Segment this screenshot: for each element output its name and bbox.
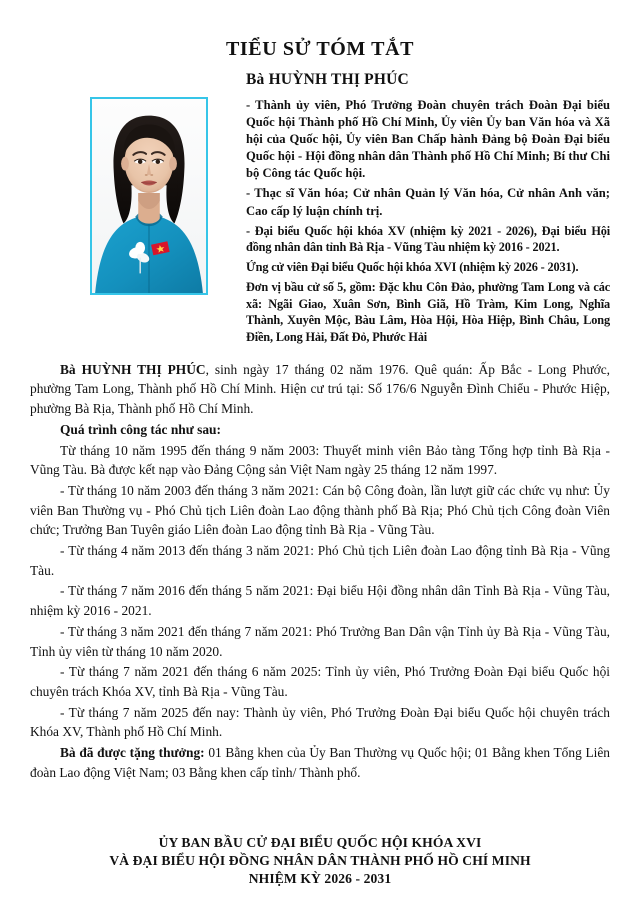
intro-candidacy: Ứng cử viên Đại biểu Quốc hội khóa XVI (nhiệm kỳ 2026 - 2031).	[246, 260, 579, 275]
footer-line-2: VÀ ĐẠI BIỂU HỘI ĐỒNG NHÂN DÂN THÀNH PHỐ HỒ CHÍ MINH	[109, 853, 531, 869]
career-item: - Từ tháng 7 năm 2016 đến tháng 5 năm 2021: Đại biểu Hội đồng nhân dân Tỉnh Bà Rịa - Vũng Tàu, nhiệm kỳ 2016 - 2021.	[30, 583, 610, 619]
intro-positions: - Thành ủy viên, Phó Trưởng Đoàn chuyên trách Đoàn Đại biểu Quốc hội Thành phố Hồ Chí Minh, Ủy viên Ủy ban Văn hóa và Xã hội của Quốc hội, Ủy viên Ban Chấp hành Đảng bộ Đoàn Đại biểu Quốc hội - Hội đồng nhân dân Thành phố Hồ Chí Minh; Bí thư Chi bộ Công tác Quốc hội.	[246, 97, 610, 181]
intro-education: - Thạc sĩ Văn hóa; Cử nhân Quản lý Văn hóa, Cử nhân Anh văn; Cao cấp lý luận chính trị.	[246, 186, 610, 218]
candidate-portrait-image	[92, 99, 206, 293]
bio-personal-details: , sinh ngày 17 tháng 02 năm 1976. Quê quán: Ấp Bắc - Long Phước, phường Tam Long, Thành phố Hồ Chí Minh. Hiện cư trú tại: Số 176/6 Nguyễn Đình Chiểu - Phước Hiệp, phường Bà Rịa, Thành phố Hồ Chí Minh.	[30, 361, 611, 417]
career-item: - Từ tháng 7 năm 2025 đến nay: Thành ủy viên, Phó Trưởng Đoàn Đại biểu Quốc hội chuyên trách Khóa XV, Thành phố Hồ Chí Minh.	[30, 704, 610, 740]
career-item: - Từ tháng 4 năm 2013 đến tháng 3 năm 2021: Phó Chủ tịch Liên đoàn Lao động tỉnh Bà Rịa - Vũng Tàu.	[30, 543, 610, 578]
footer-line-3: NHIỆM KỲ 2026 - 2031	[248, 871, 392, 887]
career-item: - Từ tháng 7 năm 2021 đến tháng 6 năm 2025: Tỉnh ủy viên, Phó Trưởng Đoàn Đại biểu Quốc hội chuyên trách Khóa XV, tỉnh Bà Rịa - Vũng Tàu.	[30, 664, 610, 699]
document-footer	[30, 834, 610, 888]
awards-text: 01 Bằng khen của Ủy Ban Thường vụ Quốc hội; 01 Bằng khen Tổng Liên đoàn Lao động Việt Nam; 03 Bằng khen cấp tỉnh/ Thành phố.	[30, 745, 610, 780]
footer-line-1: ỦY BAN BẦU CỬ ĐẠI BIỂU QUỐC HỘI KHÓA XVI	[158, 835, 482, 851]
intro-delegate-terms: - Đại biểu Quốc hội khóa XV (nhiệm kỳ 2021 - 2026), Đại biểu Hội đồng nhân dân tỉnh Bà Rịa - Vũng Tàu nhiệm kỳ 2016 - 2021.	[246, 223, 610, 255]
bio-personal-paragraph	[30, 360, 610, 419]
bio-name-bold: Bà HUỲNH THỊ PHÚC	[60, 361, 206, 377]
career-item: Từ tháng 10 năm 1995 đến tháng 9 năm 2003: Thuyết minh viên Bảo tàng Tổng hợp tỉnh Bà Rịa - Vũng Tàu. Bà được kết nạp vào Đảng Cộng sản Việt Nam ngày 25 tháng 12 năm 1997.	[30, 442, 610, 478]
career-item: - Từ tháng 3 năm 2021 đến tháng 7 năm 2021: Phó Trưởng Ban Dân vận Tỉnh ủy Bà Rịa - Vũng Tàu, Tỉnh ủy viên từ tháng 10 năm 2020.	[30, 623, 610, 659]
awards-heading: Bà đã được tặng thưởng:	[60, 745, 205, 761]
intro-constituency: Đơn vị bầu cử số 5, gồm: Đặc khu Côn Đảo, phường Tam Long và các xã: Ngãi Giao, Xuân Sơn, Bình Giã, Hồ Tràm, Kim Long, Nghĩa Thành, Xuyên Mộc, Bàu Lâm, Hòa Hội, Hòa Hiệp, Bình Châu, Long Điền, Long Hải, Đất Đỏ, Phước Hải	[246, 279, 610, 344]
candidate-photo-frame	[90, 97, 208, 295]
top-section	[30, 97, 610, 346]
intro-block	[246, 97, 610, 346]
career-item: - Từ tháng 10 năm 2003 đến tháng 3 năm 2021: Cán bộ Công đoàn, lần lượt giữ các chức vụ như: Ủy viên Ban Thường vụ - Phó Chủ tịch Liên đoàn Lao động thành phố Bà Rịa; Phó Chủ tịch Công đoàn Viên chức; Trưởng Ban Tuyên giáo Liên đoàn Lao động tỉnh Bà Rịa - Vũng Tàu.	[30, 482, 610, 538]
page-title: TIỂU SỬ TÓM TẮT	[225, 38, 415, 60]
biography-body	[30, 360, 610, 783]
candidate-name-heading: Bà HUỲNH THỊ PHÚC	[246, 71, 409, 88]
career-heading: Quá trình công tác như sau:	[60, 421, 221, 437]
awards-paragraph	[30, 743, 610, 782]
